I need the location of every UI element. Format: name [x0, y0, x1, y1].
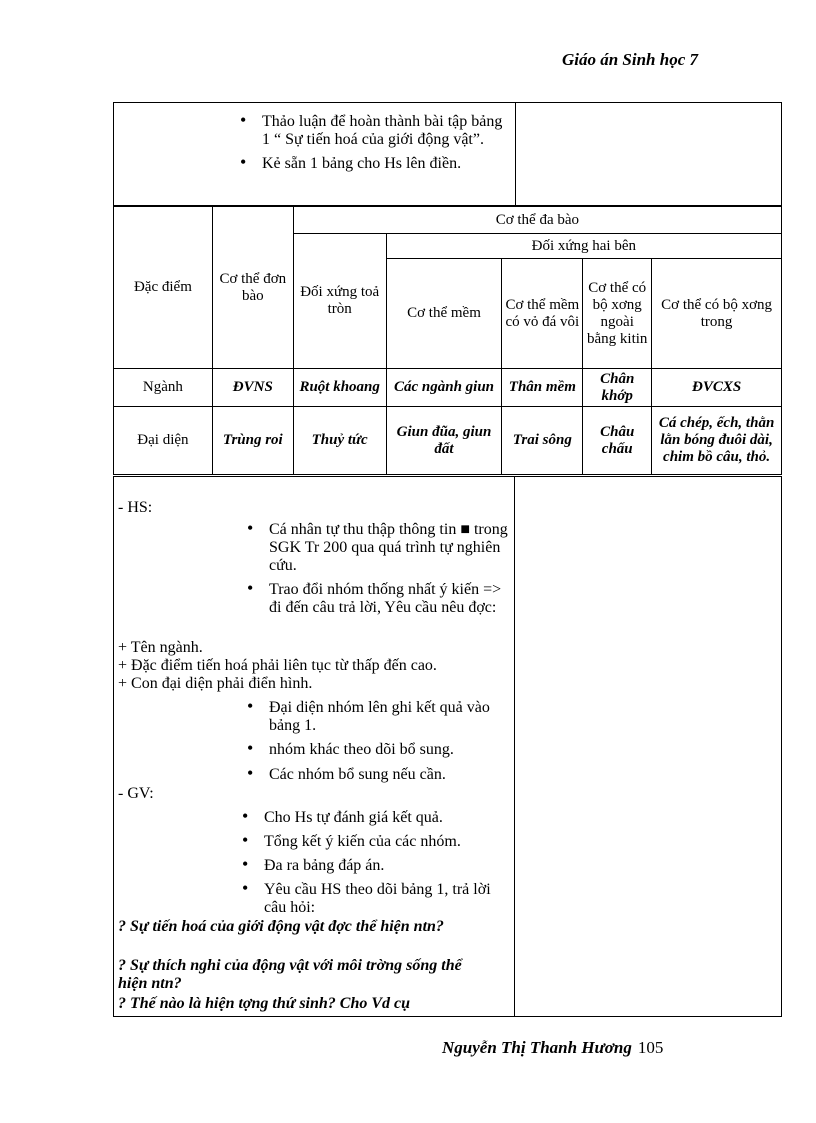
table-cell: Thuỷ tức: [293, 407, 386, 475]
list-item: • nhóm khác theo dõi bổ sung.: [269, 741, 514, 759]
page-footer: [442, 1038, 663, 1058]
list-item: • Cá nhân tự thu thập thông tin ■ trong SGK Tr 200 qua quá trình tự nghiên cứu.: [269, 521, 514, 575]
page-header: Giáo án Sinh học 7: [561, 50, 698, 69]
question: ? Sự thích nghi của động vật với môi trờng sống thể hiện ntn?: [118, 957, 462, 992]
table-cell: Giun đũa, giun đất: [386, 407, 502, 475]
table-cell: ĐVNS: [212, 369, 293, 407]
table-cell: Các ngành giun: [386, 369, 502, 407]
list-item: • Thảo luận để hoàn thành bài tập bảng 1 “ Sự tiến hoá của giới động vật”.: [262, 113, 512, 149]
gv-label: - GV:: [118, 785, 154, 802]
header-don-bao: Cơ thể đơn bào: [212, 207, 293, 369]
plus-line: + Tên ngành.: [118, 639, 203, 656]
row-label-nganh: Ngành: [114, 369, 213, 407]
header-hai-ben: Đối xứng hai bên: [386, 234, 781, 259]
plus-line: + Đặc điểm tiến hoá phải liên tục từ thấp đến cao.: [118, 657, 437, 674]
list-item: • Kẻ sẵn 1 bảng cho Hs lên điền.: [262, 155, 512, 173]
question: ? Thế nào là hiện tợng thứ sinh? Cho Vd cụ: [118, 995, 411, 1012]
table-cell: ĐVCXS: [652, 369, 782, 407]
plus-line: + Con đại diện phải điển hình.: [118, 675, 313, 692]
table-cell: Thân mềm: [502, 369, 583, 407]
column-divider: [515, 103, 516, 205]
table-cell: Châu chấu: [583, 407, 652, 475]
list-item: • Đại diện nhóm lên ghi kết quả vào bảng 1.: [269, 699, 514, 735]
header-co-the-mem: Cơ thể mềm: [386, 259, 502, 369]
list-item: • Các nhóm bổ sung nếu cần.: [269, 766, 514, 784]
hs-label: - HS:: [118, 499, 153, 516]
table-cell: Chân khớp: [583, 369, 652, 407]
table-cell: Cá chép, ếch, thằn lằn bóng đuôi dài, chim bồ câu, thỏ.: [652, 407, 782, 475]
header-xuong-ngoai: Cơ thể có bộ xơng ngoài bằng kitin: [583, 259, 652, 369]
column-divider: [514, 477, 515, 1016]
header-toa-tron: Đối xứng toả tròn: [293, 234, 386, 369]
header-mem-vo: Cơ thể mềm có vỏ đá vôi: [502, 259, 583, 369]
table-cell: Trùng roi: [212, 407, 293, 475]
page-number: 105: [637, 1038, 664, 1057]
question: ? Sự tiến hoá của giới động vật đợc thể hiện ntn?: [118, 918, 444, 935]
author-name: Nguyễn Thị Thanh Hương: [442, 1038, 632, 1057]
header-dac-diem: Đặc điểm: [114, 207, 213, 369]
row-label-dai-dien: Đại diện: [114, 407, 213, 475]
list-item: • Tổng kết ý kiến của các nhóm.: [264, 833, 509, 851]
evolution-table: [113, 206, 782, 475]
list-item: • Cho Hs tự đánh giá kết quả.: [264, 809, 509, 827]
table-cell: Trai sông: [502, 407, 583, 475]
top-bullet-list: [262, 113, 512, 179]
header-xuong-trong: Cơ thể có bộ xơng trong: [652, 259, 782, 369]
activity-box-bottom: [113, 476, 782, 1017]
list-item: • Đa ra bảng đáp án.: [264, 857, 509, 875]
header-da-bao: Cơ thể đa bào: [293, 207, 781, 234]
table-cell: Ruột khoang: [293, 369, 386, 407]
list-item: • Yêu cầu HS theo dõi bảng 1, trả lời câu hỏi:: [264, 881, 509, 917]
activity-box-top: [113, 102, 782, 206]
list-item: • Trao đổi nhóm thống nhất ý kiến => đi đến câu trả lời, Yêu cầu nêu đợc:: [269, 581, 514, 617]
